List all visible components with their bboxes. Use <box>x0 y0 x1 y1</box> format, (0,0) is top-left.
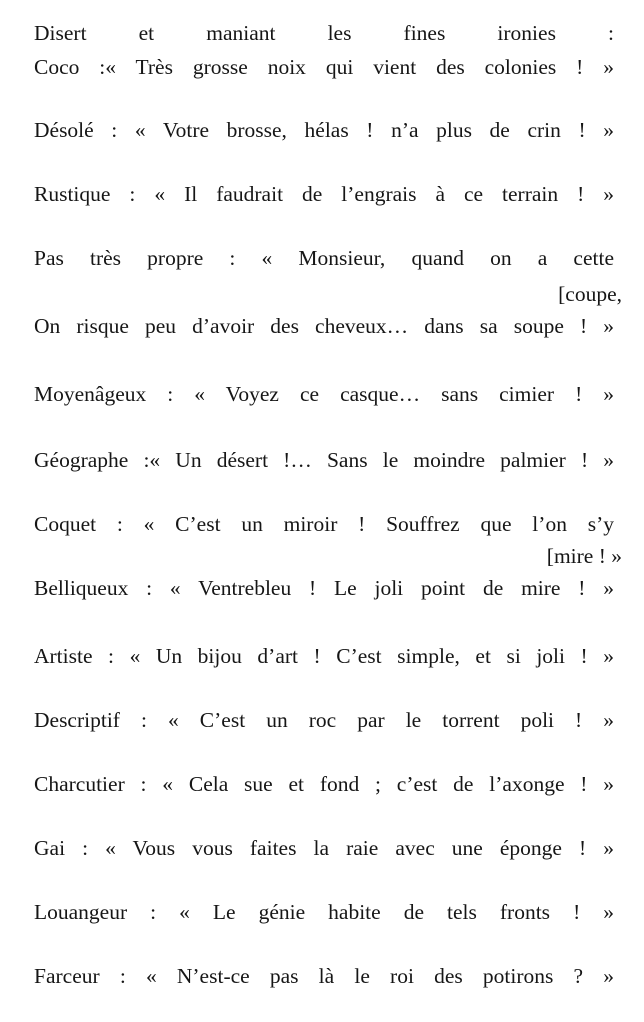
verse-line: Artiste : « Un bijou d’art ! C’est simple, et si joli ! » <box>34 644 614 668</box>
verse-line: Descriptif : « C’est un roc par le torrent poli ! » <box>34 708 614 732</box>
verse-line: Coquet : « C’est un miroir ! Souffrez que l’on s’y <box>34 512 614 536</box>
verse-line: Gai : « Vous vous faites la raie avec une éponge ! » <box>34 836 614 860</box>
verse-line: Disert et maniant les fines ironies : <box>34 21 614 45</box>
verse-line: Moyenâgeux : « Voyez ce casque… sans cimier ! » <box>34 382 614 406</box>
verse-line: Farceur : « N’est-ce pas là le roi des potirons ? » <box>34 964 614 988</box>
verse-line: Pas très propre : « Monsieur, quand on a cette <box>34 246 614 270</box>
verse-line: Charcutier : « Cela sue et fond ; c’est de l’axonge ! » <box>34 772 614 796</box>
verse-line: Louangeur : « Le génie habite de tels fronts ! » <box>34 900 614 924</box>
verse-line: On risque peu d’avoir des cheveux… dans sa soupe ! » <box>34 314 614 338</box>
verse-line: Coco :« Très grosse noix qui vient des colonies ! » <box>34 55 614 79</box>
verse-line: Géographe :« Un désert !… Sans le moindre palmier ! » <box>34 448 614 472</box>
verse-line: Rustique : « Il faudrait de l’engrais à ce terrain ! » <box>34 182 614 206</box>
verse-line: Belliqueux : « Ventrebleu ! Le joli point de mire ! » <box>34 576 614 600</box>
verse-line-continuation: [coupe, <box>558 282 622 306</box>
verse-line: Désolé : « Votre brosse, hélas ! n’a plus de crin ! » <box>34 118 614 142</box>
verse-line-continuation: [mire ! » <box>546 544 622 568</box>
